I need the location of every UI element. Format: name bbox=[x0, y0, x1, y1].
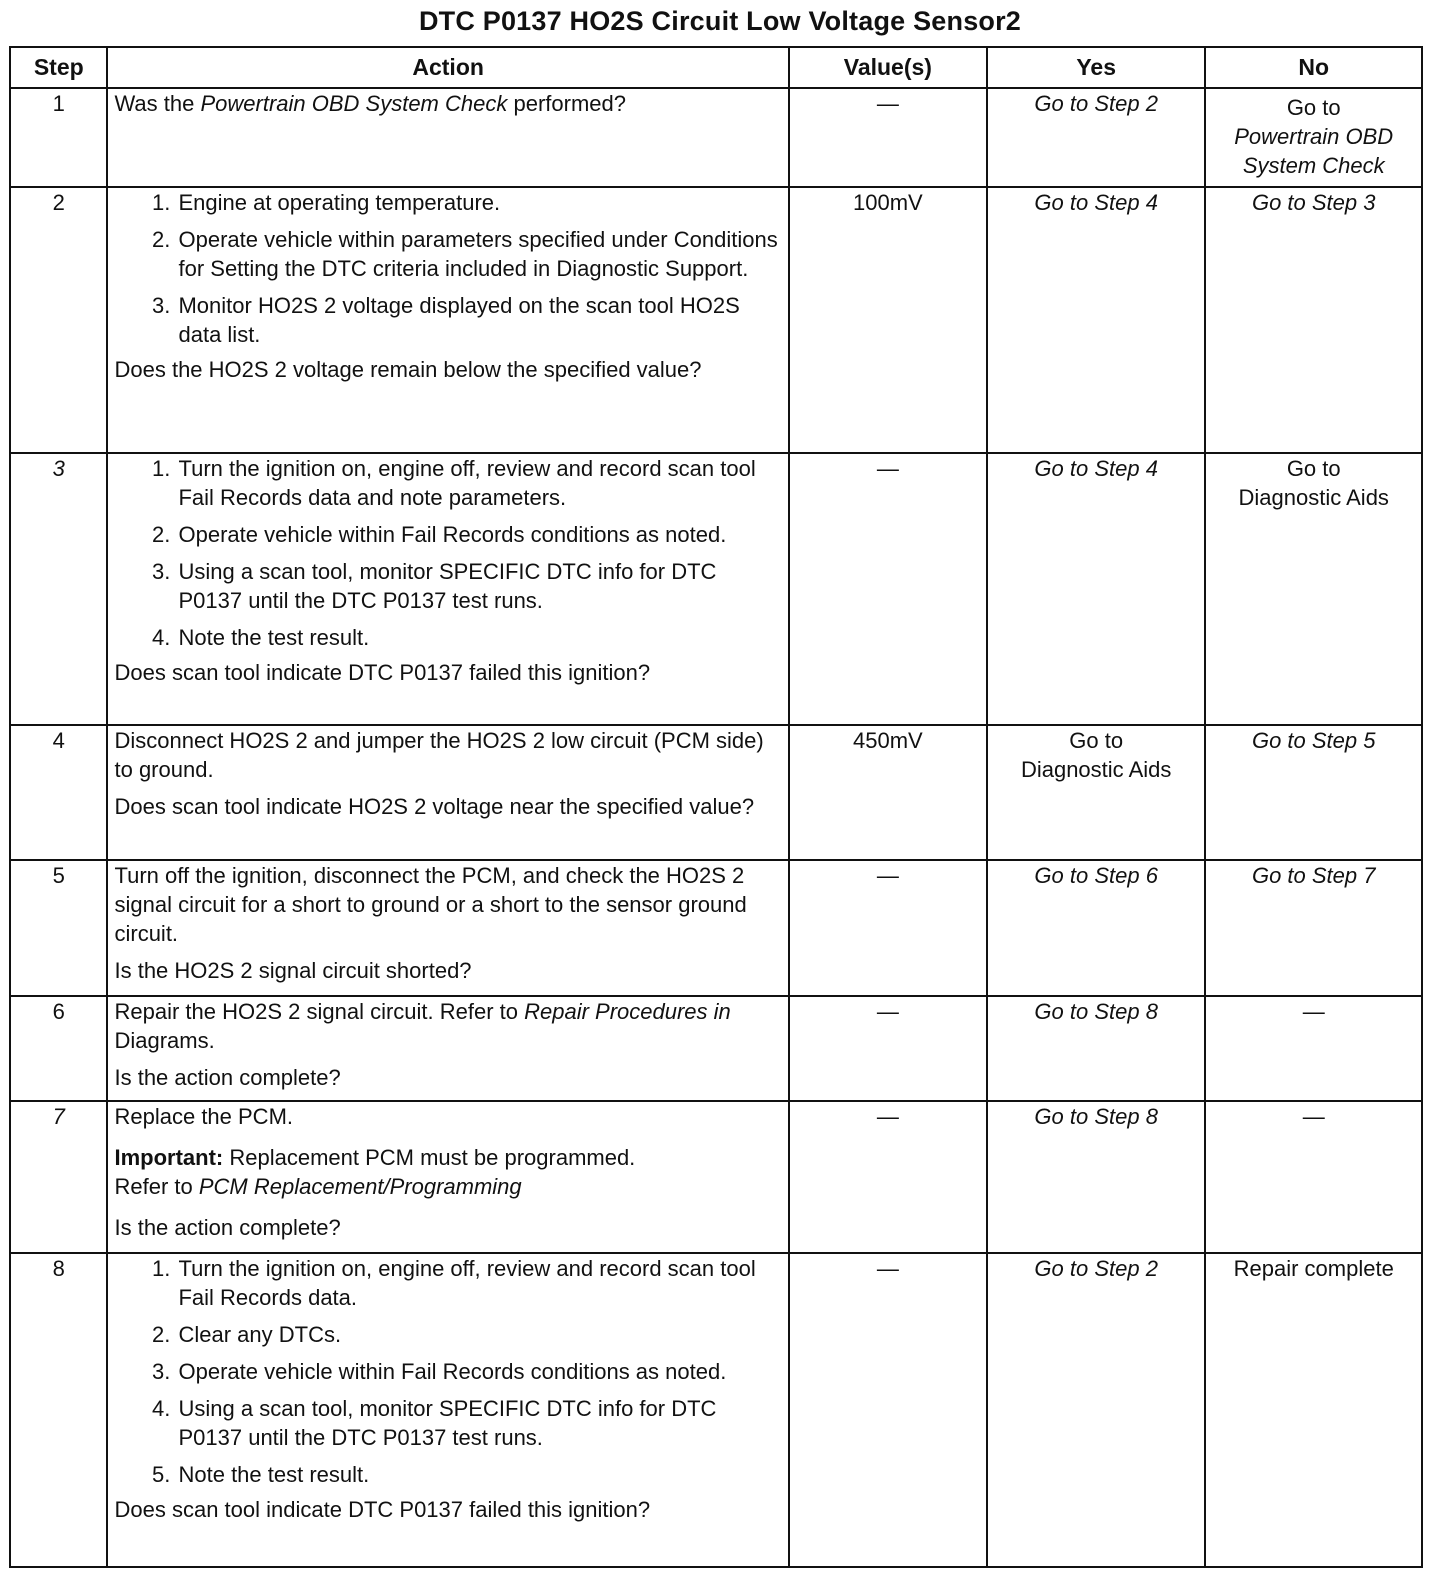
action-list bbox=[114, 188, 781, 349]
question: Is the action complete? bbox=[114, 1215, 341, 1240]
list-item: 3. Monitor HO2S 2 voltage displayed on the scan tool HO2S data list. bbox=[176, 291, 781, 349]
action-text: Turn off the ignition, disconnect the PCM, and check the HO2S 2 signal circuit for a short to ground or a short to the sensor ground circuit. bbox=[114, 863, 747, 946]
value-cell: 100mV bbox=[789, 187, 987, 453]
yes-cell: Go to Step 2 bbox=[987, 88, 1206, 187]
list-item: 2. Clear any DTCs. bbox=[176, 1320, 781, 1349]
step-row-5 bbox=[10, 860, 1422, 996]
no-cell: — bbox=[1205, 1101, 1422, 1253]
value-cell: — bbox=[789, 996, 987, 1101]
no-cell: Go to Diagnostic Aids bbox=[1205, 453, 1422, 725]
yes-cell: Go to Step 8 bbox=[987, 996, 1206, 1101]
action-text: Repair the HO2S 2 signal circuit. Refer to Repair Procedures in Diagrams. bbox=[114, 999, 731, 1053]
value-cell: — bbox=[789, 1253, 987, 1567]
action-cell bbox=[107, 1253, 788, 1567]
list-item: 3. Using a scan tool, monitor SPECIFIC DTC info for DTC P0137 until the DTC P0137 test runs. bbox=[176, 557, 781, 615]
question: Is the action complete? bbox=[114, 1065, 341, 1090]
value-cell: — bbox=[789, 453, 987, 725]
header-row bbox=[10, 47, 1422, 88]
question: Was the Powertrain OBD System Check performed? bbox=[114, 91, 626, 116]
list-item: 1. Engine at operating temperature. bbox=[176, 188, 781, 217]
value-cell: — bbox=[789, 88, 987, 187]
page-title: DTC P0137 HO2S Circuit Low Voltage Sensor2 bbox=[418, 6, 1022, 36]
list-item: 5. Note the test result. bbox=[176, 1460, 781, 1489]
action-cell bbox=[107, 187, 788, 453]
step-row-4 bbox=[10, 725, 1422, 860]
no-cell: Go to Powertrain OBD System Check bbox=[1205, 88, 1422, 187]
header-action: Action bbox=[107, 47, 788, 88]
header-step: Step bbox=[10, 47, 107, 88]
value-cell: 450mV bbox=[789, 725, 987, 860]
yes-cell: Go to Step 2 bbox=[987, 1253, 1206, 1567]
step-row-2 bbox=[10, 187, 1422, 453]
list-item: 3. Operate vehicle within Fail Records conditions as noted. bbox=[176, 1357, 781, 1386]
step-number: 3 bbox=[10, 453, 107, 725]
action-cell bbox=[107, 88, 788, 187]
list-item: 2. Operate vehicle within Fail Records conditions as noted. bbox=[176, 520, 781, 549]
action-cell bbox=[107, 996, 788, 1101]
diagnostic-table bbox=[9, 46, 1423, 1568]
question: Does scan tool indicate DTC P0137 failed this ignition? bbox=[114, 1497, 651, 1522]
step-number: 4 bbox=[10, 725, 107, 860]
action-list bbox=[114, 1254, 781, 1489]
step-number: 8 bbox=[10, 1253, 107, 1567]
header-values: Value(s) bbox=[789, 47, 987, 88]
yes-cell: Go to Step 4 bbox=[987, 187, 1206, 453]
no-cell: Go to Step 3 bbox=[1205, 187, 1422, 453]
step-number: 6 bbox=[10, 996, 107, 1101]
list-item: 2. Operate vehicle within parameters specified under Conditions for Setting the DTC criteria included in Diagnostic Support. bbox=[176, 225, 781, 283]
step-row-8 bbox=[10, 1253, 1422, 1567]
action-cell bbox=[107, 453, 788, 725]
step-row-1 bbox=[10, 88, 1422, 187]
header-no: No bbox=[1205, 47, 1422, 88]
action-cell bbox=[107, 725, 788, 860]
no-cell: Go to Step 7 bbox=[1205, 860, 1422, 996]
action-text: Replace the PCM. bbox=[114, 1104, 294, 1129]
yes-cell: Go to Diagnostic Aids bbox=[987, 725, 1206, 860]
step-row-6 bbox=[10, 996, 1422, 1101]
yes-cell: Go to Step 6 bbox=[987, 860, 1206, 996]
action-cell bbox=[107, 1101, 788, 1253]
value-cell: — bbox=[789, 860, 987, 996]
no-cell: Repair complete bbox=[1205, 1253, 1422, 1567]
question: Is the HO2S 2 signal circuit shorted? bbox=[114, 958, 472, 983]
step-row-7 bbox=[10, 1101, 1422, 1253]
step-number: 2 bbox=[10, 187, 107, 453]
question: Does scan tool indicate HO2S 2 voltage near the specified value? bbox=[114, 794, 755, 819]
question: Does scan tool indicate DTC P0137 failed this ignition? bbox=[114, 660, 651, 685]
list-item: 1. Turn the ignition on, engine off, review and record scan tool Fail Records data. bbox=[176, 1254, 781, 1312]
step-number: 5 bbox=[10, 860, 107, 996]
step-number: 7 bbox=[10, 1101, 107, 1253]
important-note: Important: Replacement PCM must be programmed. Refer to PCM Replacement/Programming bbox=[114, 1145, 636, 1199]
action-list bbox=[114, 454, 781, 652]
value-cell: — bbox=[789, 1101, 987, 1253]
yes-cell: Go to Step 4 bbox=[987, 453, 1206, 725]
step-row-3 bbox=[10, 453, 1422, 725]
question: Does the HO2S 2 voltage remain below the specified value? bbox=[114, 357, 702, 382]
yes-cell: Go to Step 8 bbox=[987, 1101, 1206, 1253]
list-item: 1. Turn the ignition on, engine off, review and record scan tool Fail Records data and note parameters. bbox=[176, 454, 781, 512]
list-item: 4. Note the test result. bbox=[176, 623, 781, 652]
no-cell: — bbox=[1205, 996, 1422, 1101]
action-cell bbox=[107, 860, 788, 996]
header-yes: Yes bbox=[987, 47, 1206, 88]
no-cell: Go to Step 5 bbox=[1205, 725, 1422, 860]
step-number: 1 bbox=[10, 88, 107, 187]
action-text: Disconnect HO2S 2 and jumper the HO2S 2 low circuit (PCM side) to ground. bbox=[114, 728, 764, 782]
important-label: Important: bbox=[114, 1145, 224, 1170]
list-item: 4. Using a scan tool, monitor SPECIFIC DTC info for DTC P0137 until the DTC P0137 test runs. bbox=[176, 1394, 781, 1452]
